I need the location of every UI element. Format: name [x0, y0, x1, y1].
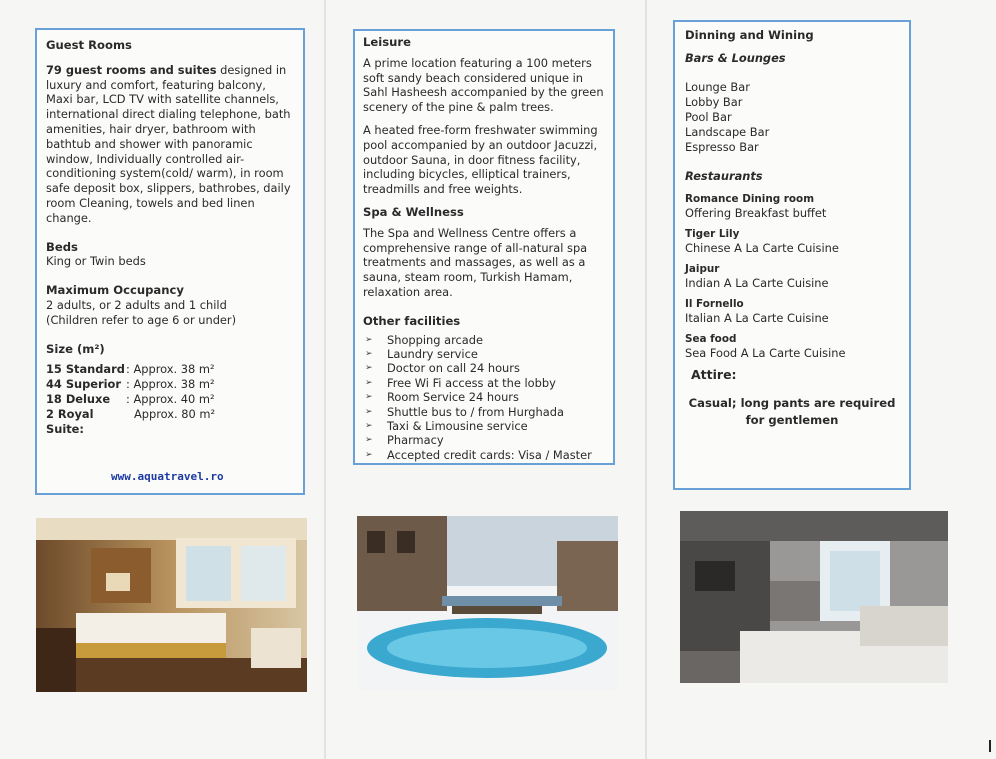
- size-value: : Approx. 38 m²: [126, 377, 215, 392]
- arrow-icon: ➢: [365, 392, 373, 403]
- beds-title: Beds: [46, 239, 78, 254]
- list-item: [363, 361, 605, 375]
- leisure-paragraph-2: A heated free-form freshwater swimming pool accompanied by an outdoor Jacuzzi, outdoor Sauna, in door fitness facility, including bicycles, elliptical trainers, treadmills and free weights.: [363, 122, 598, 197]
- arrow-icon: ➢: [365, 348, 373, 359]
- restaurant-desc: Offering Breakfast buffet: [685, 206, 827, 221]
- arrow-icon: ➢: [365, 449, 373, 460]
- arrow-icon: ➢: [365, 363, 373, 374]
- arrow-icon: ➢: [365, 334, 373, 345]
- size-label: 18 Deluxe: [46, 391, 111, 406]
- paper-fold-left: [324, 0, 326, 759]
- restaurant-desc: Sea Food A La Carte Cuisine: [685, 346, 846, 361]
- restaurant-name: Romance Dining room: [685, 193, 815, 206]
- guest-rooms-title: Guest Rooms: [46, 38, 132, 52]
- facility-label: Shuttle bus to / from Hurghada: [387, 404, 564, 419]
- attire-text: Casual; long pants are required for gentlemen: [688, 395, 896, 427]
- list-item: [685, 228, 899, 255]
- size-row: [46, 392, 294, 407]
- restaurant-desc: Italian A La Carte Cuisine: [685, 311, 829, 326]
- restaurant-desc: Chinese A La Carte Cuisine: [685, 241, 839, 256]
- restaurant-name: Il Fornello: [685, 298, 744, 311]
- list-item: [363, 448, 605, 462]
- dining-title: Dinning and Wining: [685, 28, 814, 42]
- list-item: [363, 390, 605, 404]
- restaurant-name: Tiger Lily: [685, 228, 740, 241]
- list-item: [685, 193, 899, 220]
- list-item: [685, 263, 899, 290]
- arrow-icon: ➢: [365, 420, 373, 431]
- hotel-room-photo: [36, 518, 307, 692]
- arrow-icon: ➢: [365, 406, 373, 417]
- guest-rooms-panel: [35, 28, 305, 495]
- list-item: [363, 405, 605, 419]
- guest-rooms-description: [46, 63, 294, 226]
- scan-mark: [989, 740, 991, 752]
- size-row: [46, 362, 294, 377]
- size-value: : Approx. 38 m²: [126, 362, 215, 377]
- list-item: [685, 298, 899, 325]
- facility-label: Shopping arcade: [387, 332, 484, 347]
- size-label: 15 Standard: [46, 362, 125, 377]
- leisure-title: Leisure: [363, 35, 411, 49]
- list-item: [363, 433, 605, 447]
- restaurant-desc: Indian A La Carte Cuisine: [685, 276, 829, 291]
- facility-label: Pharmacy: [387, 433, 444, 448]
- list-item: Lobby Bar: [685, 94, 743, 109]
- occupancy-line-1: 2 adults, or 2 adults and 1 child: [46, 297, 227, 312]
- bars-title: Bars & Lounges: [685, 50, 786, 65]
- size-row: [46, 377, 294, 392]
- list-item: Lounge Bar: [685, 79, 750, 94]
- arrow-icon: ➢: [365, 435, 373, 446]
- website-link[interactable]: www.aquatravel.ro: [111, 470, 224, 483]
- guest-rooms-lead: 79 guest rooms and suites: [46, 62, 217, 77]
- guest-rooms-text: designed in luxury and comfort, featuring balcony, Maxi bar, LCD TV with satellite channels, international direct dialing telephone, bath amenities, hair dryer, bathroom with bathtub and shower with panoramic window, Individually controlled air-conditioning system(cold/ warm), in room safe deposit box, slippers, bathrobes, daily room Cleaning, towels and bed linen change.: [46, 62, 291, 225]
- size-row: [46, 407, 294, 437]
- restaurants-list: [685, 193, 899, 360]
- facility-label: Free Wi Fi access at the lobby: [387, 375, 556, 390]
- list-item: [363, 347, 605, 361]
- facility-label: Accepted credit cards: Visa / Master: [387, 447, 592, 462]
- bars-list: [685, 80, 899, 155]
- facilities-list: [363, 333, 605, 463]
- list-item: Pool Bar: [685, 109, 732, 124]
- size-value: : Approx. 40 m²: [126, 391, 215, 406]
- arrow-icon: ➢: [365, 377, 373, 388]
- restaurants-title: Restaurants: [685, 168, 763, 183]
- spa-text: The Spa and Wellness Centre offers a comprehensive range of all-natural spa treatments and massages, as well as a sauna, steam room, Turkish Hamam, relaxation area.: [363, 225, 588, 299]
- list-item: [363, 376, 605, 390]
- leisure-paragraph-1: A prime location featuring a 100 meters soft sandy beach considered unique in Sahl Hasheesh accompanied by the green scenery of the pine & palm trees.: [363, 55, 604, 115]
- restaurant-name: Jaipur: [685, 263, 720, 276]
- beds-text: King or Twin beds: [46, 254, 146, 269]
- facility-label: Room Service 24 hours: [387, 390, 519, 405]
- attire-title: Attire:: [691, 367, 737, 383]
- list-item: Espresso Bar: [685, 139, 759, 154]
- list-item: [685, 333, 899, 360]
- spa-title: Spa & Wellness: [363, 204, 464, 219]
- list-item: Landscape Bar: [685, 124, 770, 139]
- other-facilities-title: Other facilities: [363, 313, 461, 328]
- size-value: Approx. 80 m²: [134, 406, 216, 421]
- size-title: Size (m²): [46, 341, 105, 356]
- occupancy-line-2: (Children refer to age 6 or under): [46, 312, 237, 327]
- facility-label: Laundry service: [387, 346, 478, 361]
- size-label: 44 Superior: [46, 377, 121, 392]
- size-label: 2 Royal Suite:: [46, 406, 94, 436]
- paper-fold-right: [645, 0, 647, 759]
- facility-label: Taxi & Limousine service: [387, 418, 528, 433]
- restaurant-name: Sea food: [685, 333, 737, 346]
- leisure-panel: [353, 29, 615, 465]
- suite-photo: [680, 511, 948, 683]
- list-item: [363, 419, 605, 433]
- occupancy-title: Maximum Occupancy: [46, 283, 184, 298]
- dining-panel: [673, 20, 911, 490]
- facility-label: Doctor on call 24 hours: [387, 361, 520, 376]
- pool-photo: [357, 516, 618, 690]
- list-item: [363, 333, 605, 347]
